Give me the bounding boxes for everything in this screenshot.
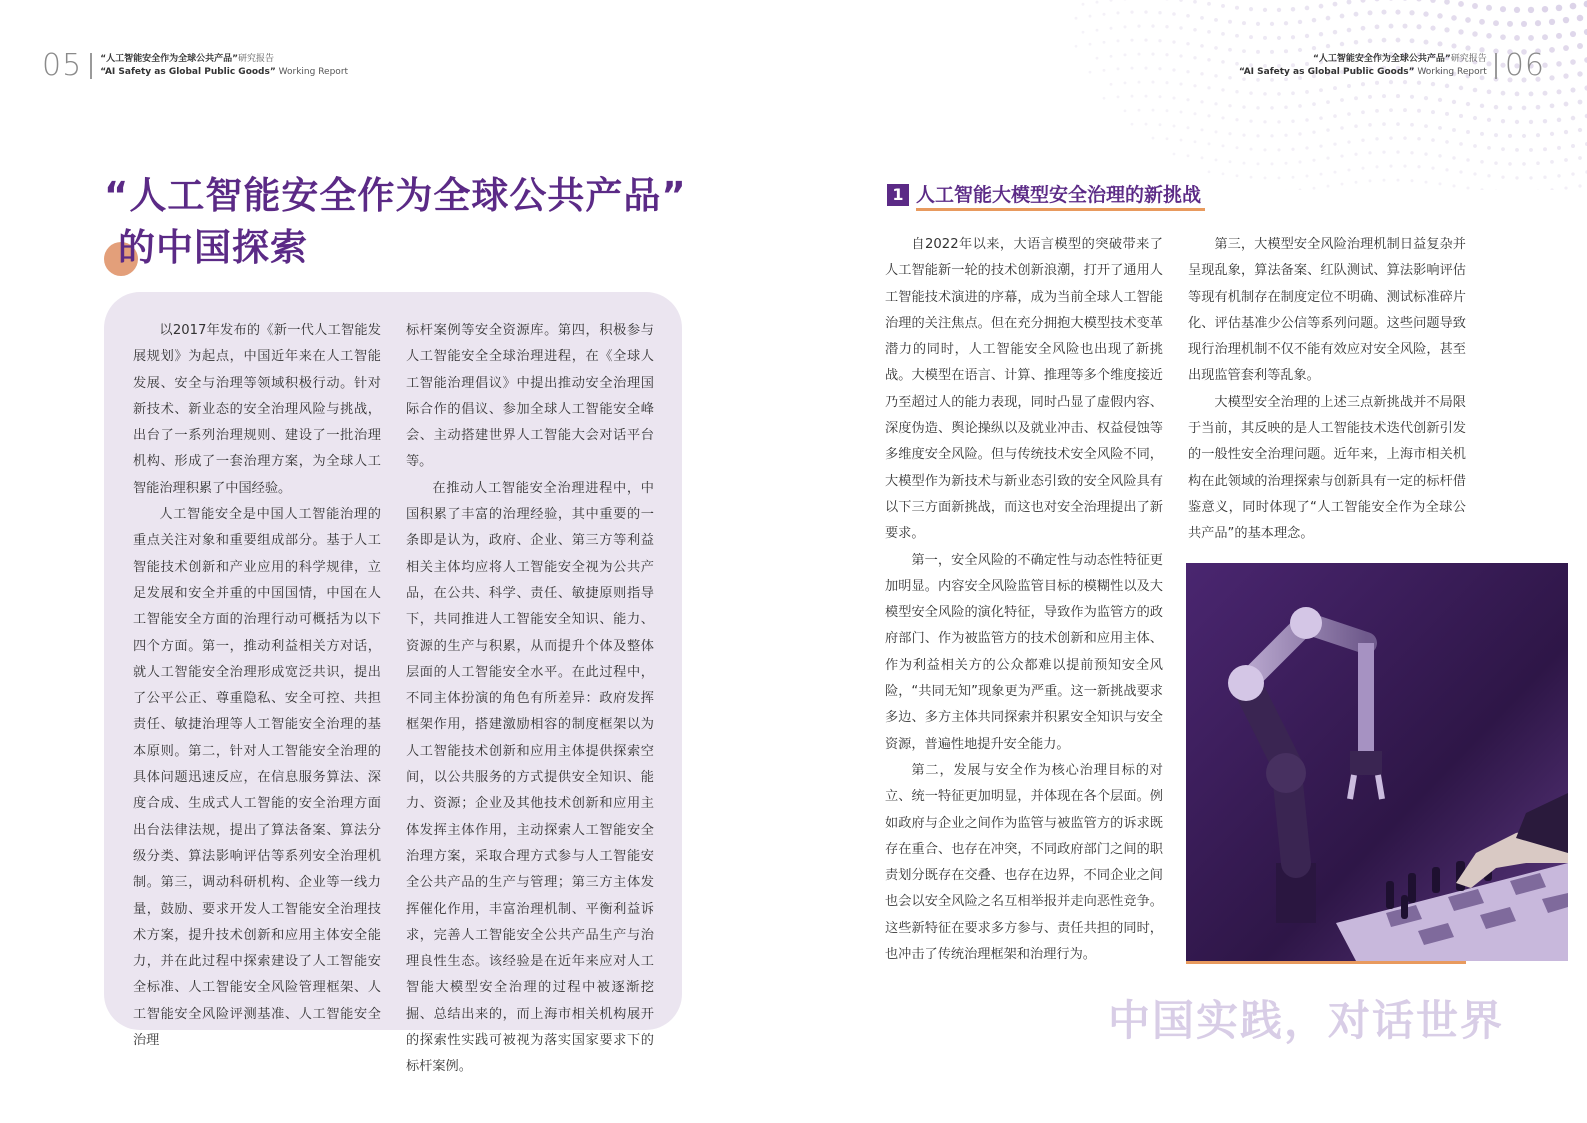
section-column-1	[885, 232, 1163, 968]
section-title: 人工智能大模型安全治理的新挑战	[916, 180, 1201, 209]
photo-accent-line	[1186, 961, 1466, 964]
header-report-title: “人工智能安全作为全球公共产品”研究报告 “AI Safety as Global Public Goods” Working Report	[1238, 53, 1487, 77]
paragraph: 以2017年发布的《新一代人工智能发展规划》为起点，中国近年来在人工智能发展、安全与治理等领域积极行动。针对新技术、新业态的安全治理风险与挑战，出台了一系列治理规则、建设了一批治理机构、形成了一套治理方案，为全球人工智能治理积累了中国经验。	[133, 323, 381, 496]
header-divider	[90, 53, 92, 79]
paragraph: 在推动人工智能安全治理进程中，中国积累了丰富的治理经验，其中重要的一条即是认为，政府、企业、第三方等利益相关主体均应将人工智能安全视为公共产品，在公共、科学、责任、敏捷原则指导下，共同推进人工智能安全知识、能力、资源的生产与积累，从而提升个体及整体层面的人工智能安全水平。在此过程中，不同主体扮演的角色有所差异：政府发挥框架作用，搭建激励相容的制度框架以为人工智能技术创新和应用主体提供探索空间，以公共服务的方式提供安全知识、能力、资源；企业及其他技术创新和应用主体发挥主体作用，主动探索人工智能安全治理方案，采取合理方式参与人工智能安全公共产品的生产与管理；第三方主体发挥催化作用，丰富治理机制、平衡利益诉求，完善人工智能安全公共产品生产与治理良性生态。该经验是在近年来应对人工智能大模型安全治理的过程中被逐渐挖掘、总结出来的，而上海市相关机构展开的探索性实践可被视为落实国家要求下的标杆案例。	[406, 480, 654, 1075]
paragraph: 第一，安全风险的不确定性与动态性特征更加明显。内容安全风险监管目标的模糊性以及大模型安全风险的演化特征，导致作为监管方的政府部门、作为被监管方的技术创新和应用主体、作为利益相关方的公众都难以提前预知安全风险，“共同无知”现象更为严重。这一新挑战要求多边、多方主体共同探索并积累安全知识与安全资源，普遍性地提升安全能力。	[885, 552, 1163, 752]
page-title-line1: “人工智能安全作为全球公共产品”	[104, 174, 687, 217]
paragraph: 第二，发展与安全作为核心治理目标的对立、统一特征更加明显，并体现在各个层面。例如政府与企业之间作为监管与被监管方的诉求既存在重合、也存在冲突，不同政府部门之间的职责划分既存在交叠、也存在边界，不同企业之间也会以安全风险之名互相举报并走向恶性竞争。这些新特征在要求多方参与、责任共担的同时，也冲击了传统治理框架和治理行为。	[885, 762, 1163, 963]
header-divider	[1495, 53, 1497, 79]
header-report-title: “人工智能安全作为全球公共产品”研究报告 “AI Safety as Global Public Goods” Working Report	[100, 53, 349, 77]
paragraph: 人工智能安全是中国人工智能治理的重点关注对象和重要组成部分。基于人工智能技术创新和产业应用的科学规律，立足发展和安全并重的中国国情，中国在人工智能安全方面的治理行动可概括为以下四个方面。第一，推动利益相关方对话，就人工智能安全治理形成宽泛共识，提出了公平公正、尊重隐私、安全可控、共担责任、敏捷治理等人工智能安全治理的基本原则。第二，针对人工智能安全治理的具体问题迅速反应，在信息服务算法、深度合成、生成式人工智能的安全治理方面出台法律法规，提出了算法备案、算法分级分类、算法影响评估等系列安全治理机制。第三，调动科研机构、企业等一线力量，鼓励、要求开发人工智能安全治理技术方案，提升技术创新和应用主体安全能力，并在此过程中探索建设了人工智能安全标准、人工智能安全风险管理框架、人工智能安全风险评测基准、人工智能安全治理	[133, 507, 381, 1049]
section-column-2	[1188, 232, 1466, 548]
right-page-number: 06	[1504, 48, 1545, 83]
page-title-line2: 的中国探索	[118, 226, 308, 269]
paragraph: 第三，大模型安全风险治理机制日益复杂并呈现乱象，算法备案、红队测试、算法影响评估等现有机制存在制度定位不明确、测试标准碎片化、评估基准少公信等系列问题。这些问题导致现行治理机制不仅不能有效应对安全风险，甚至出现监管套利等乱象。	[1188, 237, 1466, 384]
page-title	[104, 170, 687, 274]
left-page-number: 05	[42, 48, 83, 83]
intro-column-1	[133, 318, 381, 1054]
section-heading	[887, 180, 1201, 209]
left-page-header	[42, 48, 348, 83]
paragraph: 自2022年以来，大语言模型的突破带来了人工智能新一轮的技术创新浪潮，打开了通用人工智能技术演进的序幕，成为当前全球人工智能治理的关注焦点。但在充分拥抱大模型技术变革潜力的同时，人工智能安全风险也出现了新挑战。大模型在语言、计算、推理等多个维度接近乃至超过人的能力表现，同时凸显了虚假内容、深度伪造、舆论操纵以及就业冲击、权益侵蚀等多维度安全风险。但与传统技术安全风险不同，大模型作为新技术与新业态引致的安全风险具有以下三方面新挑战，而这也对安全治理提出了新要求。	[885, 237, 1163, 542]
section-number-badge: 1	[887, 184, 909, 206]
intro-column-2	[406, 318, 654, 1081]
paragraph: 大模型安全治理的上述三点新挑战并不局限于当前，其反映的是人工智能技术迭代创新引发的一般性安全治理问题。近年来，上海市相关机构在此领域的治理探索与创新具有一定的标杆借鉴意义，同时体现了“人工智能安全作为全球公共产品”的基本理念。	[1188, 394, 1466, 542]
robot-arm-chess-photo	[1186, 563, 1568, 961]
paragraph: 标杆案例等安全资源库。第四，积极参与人工智能安全全球治理进程，在《全球人工智能治理倡议》中提出推动安全治理国际合作的倡议、参加全球人工智能安全峰会、主动搭建世界人工智能大会对话平台等。	[406, 323, 654, 470]
robot-arm-chess-icon	[1186, 563, 1568, 961]
right-page-header	[1239, 48, 1545, 83]
decorative-dot-pattern	[1027, 0, 1587, 190]
page-slogan: 中国实践，对话世界	[1108, 996, 1505, 1045]
